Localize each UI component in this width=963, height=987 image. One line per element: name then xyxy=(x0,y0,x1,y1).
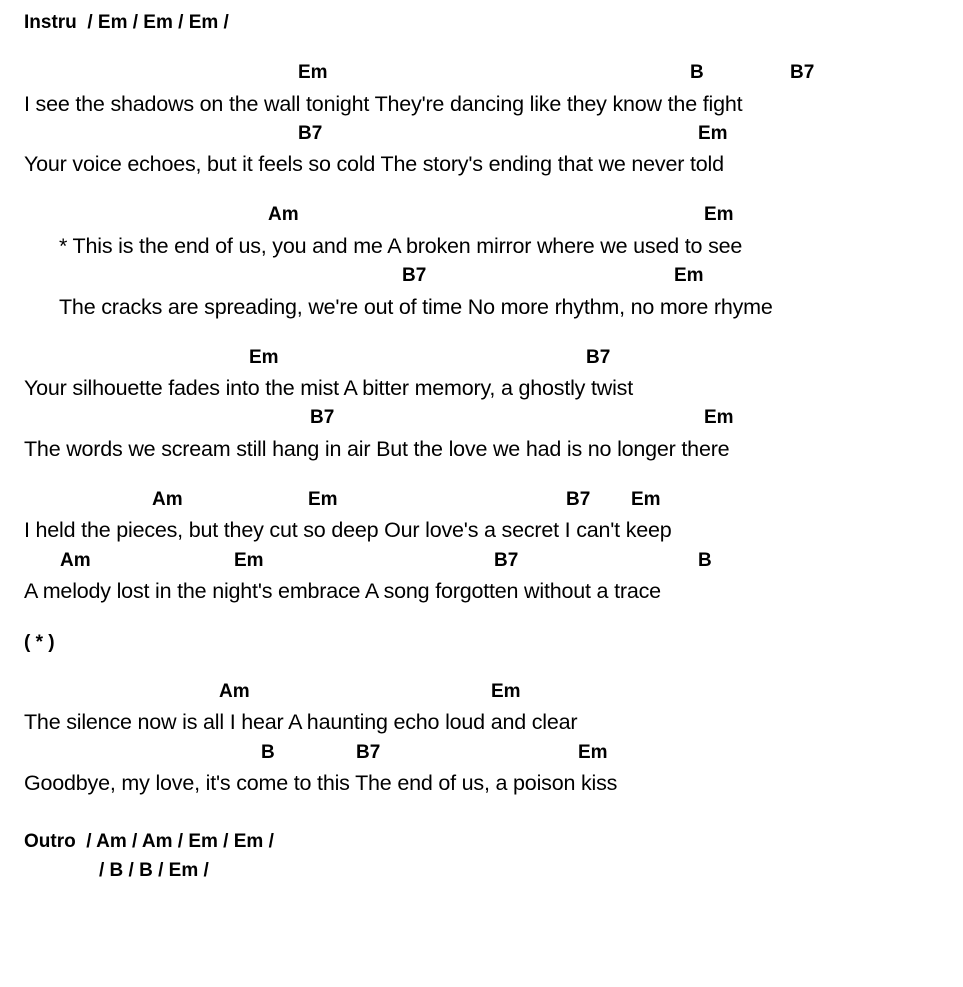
chord: Em xyxy=(674,265,704,286)
chorus-reference: ( * ) xyxy=(24,632,55,653)
lyric-line: The cracks are spreading, we're out of time No more rhythm, no more rhyme xyxy=(59,295,773,319)
chord: Em xyxy=(249,347,279,368)
chord: B xyxy=(690,62,704,83)
chord: Em xyxy=(234,550,264,571)
lyric-line: The silence now is all I hear A haunting echo loud and clear xyxy=(24,710,578,734)
chord: B7 xyxy=(494,550,519,571)
chord: Am xyxy=(268,204,299,225)
chord: Em xyxy=(578,742,608,763)
chord: Am xyxy=(152,489,183,510)
chord: Am xyxy=(60,550,91,571)
chord: Em xyxy=(698,123,728,144)
lyric-line: Your voice echoes, but it feels so cold The story's ending that we never told xyxy=(24,152,724,176)
chord: Em xyxy=(308,489,338,510)
lyric-line: I held the pieces, but they cut so deep Our love's a secret I can't keep xyxy=(24,518,672,542)
chord: B7 xyxy=(356,742,381,763)
chord: Em xyxy=(704,407,734,428)
chord: Am xyxy=(219,681,250,702)
lyric-line: A melody lost in the night's embrace A song forgotten without a trace xyxy=(24,579,661,603)
chord: Em xyxy=(298,62,328,83)
lyric-line: * This is the end of us, you and me A broken mirror where we used to see xyxy=(59,234,743,258)
chord: B7 xyxy=(566,489,591,510)
chord: Em xyxy=(631,489,661,510)
chord: B7 xyxy=(310,407,335,428)
lyric-line: Your silhouette fades into the mist A bitter memory, a ghostly twist xyxy=(24,376,634,400)
lyric-line: I see the shadows on the wall tonight They're dancing like they know the fight xyxy=(24,92,743,116)
lyric-line: The words we scream still hang in air But the love we had is no longer there xyxy=(24,437,730,461)
outro-line: Outro / Am / Am / Em / Em / xyxy=(24,831,274,852)
outro-line-2: / B / B / Em / xyxy=(99,860,209,881)
intro-line: Instru / Em / Em / Em / xyxy=(24,12,229,33)
chord: B xyxy=(698,550,712,571)
lyric-line: Goodbye, my love, it's come to this The end of us, a poison kiss xyxy=(24,771,618,795)
chord: B7 xyxy=(402,265,427,286)
chord: Em xyxy=(491,681,521,702)
chord: B xyxy=(261,742,275,763)
chord: B7 xyxy=(586,347,611,368)
chord: B7 xyxy=(298,123,323,144)
chord: B7 xyxy=(790,62,815,83)
chord: Em xyxy=(704,204,734,225)
